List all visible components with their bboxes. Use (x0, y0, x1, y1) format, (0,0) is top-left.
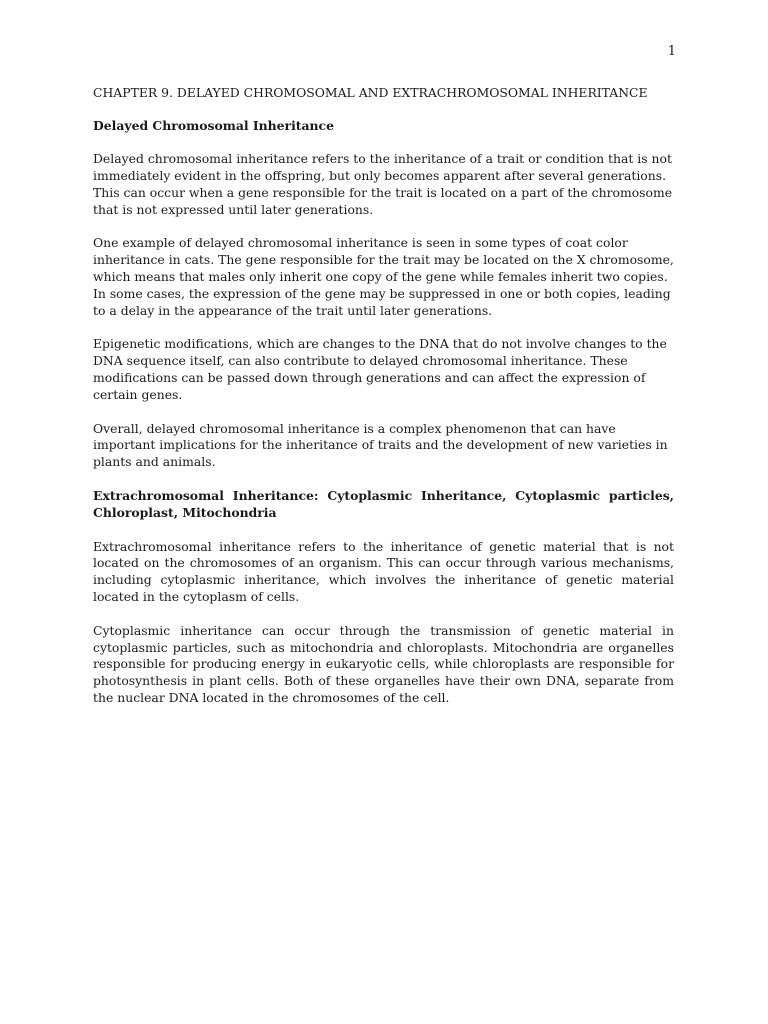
paragraph: One example of delayed chromosomal inheritance is seen in some types of coat color inheritance in cats. The gene responsible for the trait may be located on the X chromosome, which means that males only inherit one copy of the gene while females inherit two copies. In some cases, the expression of the gene may be suppressed in one or both copies, leading to a delay in the appearance of the trait until later generations. (93, 235, 674, 318)
chapter-title: CHAPTER 9. DELAYED CHROMOSOMAL AND EXTRACHROMOSOMAL INHERITANCE (93, 85, 648, 100)
section-delayed-chromosomal-inheritance (93, 118, 674, 472)
paragraph: Overall, delayed chromosomal inheritance is a complex phenomenon that can have important implications for the inheritance of traits and the development of new varieties in plants and animals. (93, 420, 668, 470)
section-extrachromosomal-inheritance (93, 488, 674, 707)
document-body (93, 86, 674, 724)
paragraph: Extrachromosomal inheritance refers to the inheritance of genetic material that is not located on the chromosomes of an organism. This can occur through various mechanisms, including cytoplasmic inheritance, which involves the inheritance of genetic material located in the cytoplasm of cells. (93, 538, 674, 605)
paragraph: Epigenetic modifications, which are changes to the DNA that do not involve changes to the DNA sequence itself, can also contribute to delayed chromosomal inheritance. These modifications can be passed down through generations and can affect the expression of certain genes. (93, 336, 667, 402)
paragraph: Delayed chromosomal inheritance refers to the inheritance of a trait or condition that is not immediately evident in the offspring, but only becomes apparent after several generations. This can occur when a gene responsible for the trait is located on a part of the chromosome that is not expressed until later generations. (93, 151, 673, 217)
section-heading: Delayed Chromosomal Inheritance (93, 117, 334, 133)
page-number: 1 (667, 44, 676, 59)
paragraph: Cytoplasmic inheritance can occur through the transmission of genetic material in cytoplasmic particles, such as mitochondria and chloroplasts. Mitochondria are organelles responsible for producing energy in eukaryotic cells, while chloroplasts are responsible for photosynthesis in plant cells. Both of these organelles have their own DNA, separate from the nuclear DNA located in the chromosomes of the cell. (93, 622, 674, 706)
section-heading: Extrachromosomal Inheritance: Cytoplasmic Inheritance, Cytoplasmic particles, Chloroplast, Mitochondria (93, 488, 674, 520)
